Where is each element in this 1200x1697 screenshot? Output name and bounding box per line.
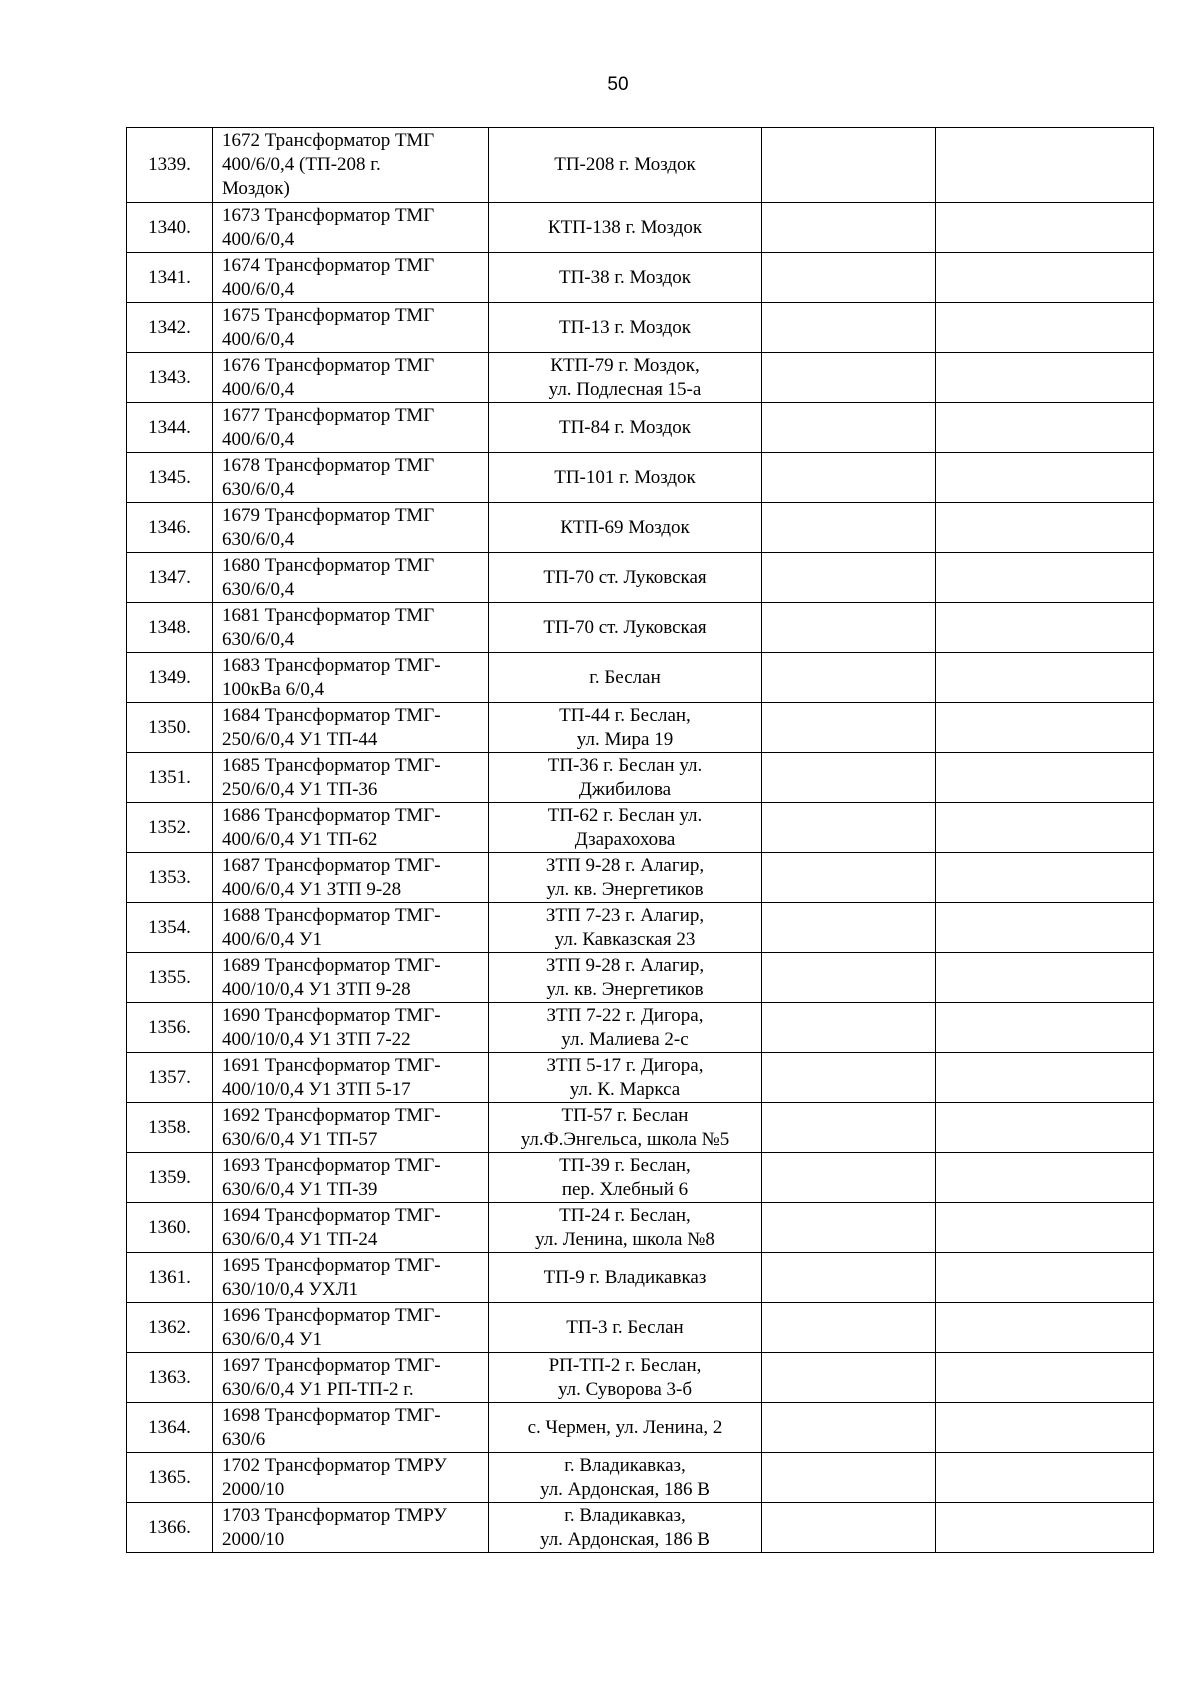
- row-number: 1345.: [127, 453, 213, 503]
- empty-cell: [936, 653, 1154, 703]
- equipment-name: 1678 Трансформатор ТМГ 630/6/0,4: [213, 453, 489, 503]
- row-number: 1343.: [127, 353, 213, 403]
- row-number: 1357.: [127, 1053, 213, 1103]
- equipment-location: ТП-44 г. Беслан, ул. Мира 19: [489, 703, 762, 753]
- equipment-location: ЗТП 7-22 г. Дигора, ул. Малиева 2-с: [489, 1003, 762, 1053]
- row-number: 1346.: [127, 503, 213, 553]
- empty-cell: [936, 1503, 1154, 1553]
- equipment-name: 1697 Трансформатор ТМГ- 630/6/0,4 У1 РП-ТП-2 г.: [213, 1353, 489, 1403]
- equipment-location: г. Беслан: [489, 653, 762, 703]
- empty-cell: [936, 1303, 1154, 1353]
- equipment-name: 1689 Трансформатор ТМГ- 400/10/0,4 У1 ЗТП 9-28: [213, 953, 489, 1003]
- equipment-name: 1679 Трансформатор ТМГ 630/6/0,4: [213, 503, 489, 553]
- empty-cell: [762, 653, 936, 703]
- table-row: [127, 453, 1154, 503]
- empty-cell: [936, 753, 1154, 803]
- equipment-table: [126, 127, 1154, 1553]
- table-row: [127, 1503, 1154, 1553]
- empty-cell: [936, 353, 1154, 403]
- row-number: 1366.: [127, 1503, 213, 1553]
- empty-cell: [936, 1453, 1154, 1503]
- empty-cell: [936, 1353, 1154, 1403]
- equipment-name: 1684 Трансформатор ТМГ- 250/6/0,4 У1 ТП-44: [213, 703, 489, 753]
- equipment-name: 1676 Трансформатор ТМГ 400/6/0,4: [213, 353, 489, 403]
- empty-cell: [762, 128, 936, 203]
- equipment-location: ТП-39 г. Беслан, пер. Хлебный 6: [489, 1153, 762, 1203]
- empty-cell: [936, 128, 1154, 203]
- table-row: [127, 753, 1154, 803]
- empty-cell: [762, 303, 936, 353]
- empty-cell: [936, 503, 1154, 553]
- table-row: [127, 1403, 1154, 1453]
- equipment-location: с. Чермен, ул. Ленина, 2: [489, 1403, 762, 1453]
- row-number: 1360.: [127, 1203, 213, 1253]
- equipment-location: г. Владикавказ, ул. Ардонская, 186 В: [489, 1453, 762, 1503]
- empty-cell: [936, 553, 1154, 603]
- row-number: 1354.: [127, 903, 213, 953]
- equipment-name: 1692 Трансформатор ТМГ- 630/6/0,4 У1 ТП-57: [213, 1103, 489, 1153]
- empty-cell: [762, 703, 936, 753]
- empty-cell: [762, 953, 936, 1003]
- equipment-name: 1673 Трансформатор ТМГ 400/6/0,4: [213, 203, 489, 253]
- row-number: 1365.: [127, 1453, 213, 1503]
- empty-cell: [762, 803, 936, 853]
- row-number: 1342.: [127, 303, 213, 353]
- table-row: [127, 803, 1154, 853]
- empty-cell: [936, 1203, 1154, 1253]
- equipment-name: 1680 Трансформатор ТМГ 630/6/0,4: [213, 553, 489, 603]
- equipment-name: 1694 Трансформатор ТМГ- 630/6/0,4 У1 ТП-24: [213, 1203, 489, 1253]
- empty-cell: [936, 1003, 1154, 1053]
- table-row: [127, 1253, 1154, 1303]
- row-number: 1358.: [127, 1103, 213, 1153]
- table-row: [127, 303, 1154, 353]
- row-number: 1362.: [127, 1303, 213, 1353]
- empty-cell: [762, 1453, 936, 1503]
- row-number: 1350.: [127, 703, 213, 753]
- row-number: 1355.: [127, 953, 213, 1003]
- empty-cell: [762, 1103, 936, 1153]
- equipment-name: 1698 Трансформатор ТМГ- 630/6: [213, 1403, 489, 1453]
- row-number: 1353.: [127, 853, 213, 903]
- equipment-location: КТП-69 Моздок: [489, 503, 762, 553]
- empty-cell: [762, 853, 936, 903]
- equipment-location: ТП-208 г. Моздок: [489, 128, 762, 203]
- equipment-location: ТП-36 г. Беслан ул. Джибилова: [489, 753, 762, 803]
- equipment-location: ЗТП 5-17 г. Дигора, ул. К. Маркса: [489, 1053, 762, 1103]
- empty-cell: [762, 553, 936, 603]
- equipment-name: 1702 Трансформатор ТМРУ 2000/10: [213, 1453, 489, 1503]
- equipment-location: ТП-57 г. Беслан ул.Ф.Энгельса, школа №5: [489, 1103, 762, 1153]
- equipment-name: 1695 Трансформатор ТМГ- 630/10/0,4 УХЛ1: [213, 1253, 489, 1303]
- table-row: [127, 503, 1154, 553]
- equipment-name: 1686 Трансформатор ТМГ- 400/6/0,4 У1 ТП-62: [213, 803, 489, 853]
- empty-cell: [762, 1253, 936, 1303]
- table-row: [127, 703, 1154, 753]
- table-row: [127, 1003, 1154, 1053]
- empty-cell: [936, 1153, 1154, 1203]
- empty-cell: [936, 203, 1154, 253]
- equipment-name: 1693 Трансформатор ТМГ- 630/6/0,4 У1 ТП-39: [213, 1153, 489, 1203]
- equipment-location: ТП-70 ст. Луковская: [489, 603, 762, 653]
- equipment-name: 1696 Трансформатор ТМГ- 630/6/0,4 У1: [213, 1303, 489, 1353]
- row-number: 1348.: [127, 603, 213, 653]
- row-number: 1351.: [127, 753, 213, 803]
- equipment-name: 1674 Трансформатор ТМГ 400/6/0,4: [213, 253, 489, 303]
- empty-cell: [936, 953, 1154, 1003]
- table-row: [127, 1053, 1154, 1103]
- table-row: [127, 203, 1154, 253]
- empty-cell: [936, 703, 1154, 753]
- table-row: [127, 903, 1154, 953]
- empty-cell: [936, 303, 1154, 353]
- equipment-location: ТП-70 ст. Луковская: [489, 553, 762, 603]
- empty-cell: [936, 1103, 1154, 1153]
- table-row: [127, 1453, 1154, 1503]
- row-number: 1340.: [127, 203, 213, 253]
- equipment-location: КТП-79 г. Моздок, ул. Подлесная 15-а: [489, 353, 762, 403]
- row-number: 1361.: [127, 1253, 213, 1303]
- empty-cell: [762, 1503, 936, 1553]
- table-row: [127, 853, 1154, 903]
- table-row: [127, 1153, 1154, 1203]
- table-row: [127, 1103, 1154, 1153]
- equipment-location: ЗТП 9-28 г. Алагир, ул. кв. Энергетиков: [489, 953, 762, 1003]
- equipment-name: 1691 Трансформатор ТМГ- 400/10/0,4 У1 ЗТП 5-17: [213, 1053, 489, 1103]
- row-number: 1352.: [127, 803, 213, 853]
- equipment-name: 1688 Трансформатор ТМГ- 400/6/0,4 У1: [213, 903, 489, 953]
- equipment-name: 1690 Трансформатор ТМГ- 400/10/0,4 У1 ЗТП 7-22: [213, 1003, 489, 1053]
- empty-cell: [936, 603, 1154, 653]
- row-number: 1359.: [127, 1153, 213, 1203]
- table-row: [127, 128, 1154, 203]
- table-body: [127, 128, 1154, 1553]
- table-row: [127, 603, 1154, 653]
- equipment-location: КТП-138 г. Моздок: [489, 203, 762, 253]
- empty-cell: [936, 453, 1154, 503]
- empty-cell: [762, 1003, 936, 1053]
- page-number: 50: [607, 74, 629, 95]
- table-row: [127, 253, 1154, 303]
- equipment-name: 1677 Трансформатор ТМГ 400/6/0,4: [213, 403, 489, 453]
- empty-cell: [762, 503, 936, 553]
- equipment-name: 1672 Трансформатор ТМГ 400/6/0,4 (ТП-208 г. Моздок): [213, 128, 489, 203]
- empty-cell: [762, 1403, 936, 1453]
- table-row: [127, 1303, 1154, 1353]
- equipment-name: 1685 Трансформатор ТМГ- 250/6/0,4 У1 ТП-36: [213, 753, 489, 803]
- table-row: [127, 953, 1154, 1003]
- equipment-name: 1681 Трансформатор ТМГ 630/6/0,4: [213, 603, 489, 653]
- equipment-location: ТП-13 г. Моздок: [489, 303, 762, 353]
- equipment-location: ЗТП 9-28 г. Алагир, ул. кв. Энергетиков: [489, 853, 762, 903]
- table-row: [127, 553, 1154, 603]
- equipment-name: 1687 Трансформатор ТМГ- 400/6/0,4 У1 ЗТП 9-28: [213, 853, 489, 903]
- empty-cell: [936, 903, 1154, 953]
- empty-cell: [762, 1153, 936, 1203]
- equipment-location: ТП-62 г. Беслан ул. Дзарахохова: [489, 803, 762, 853]
- equipment-name: 1675 Трансформатор ТМГ 400/6/0,4: [213, 303, 489, 353]
- empty-cell: [936, 1253, 1154, 1303]
- row-number: 1349.: [127, 653, 213, 703]
- row-number: 1356.: [127, 1003, 213, 1053]
- row-number: 1363.: [127, 1353, 213, 1403]
- empty-cell: [936, 403, 1154, 453]
- row-number: 1364.: [127, 1403, 213, 1453]
- table-row: [127, 403, 1154, 453]
- equipment-location: ТП-101 г. Моздок: [489, 453, 762, 503]
- table-row: [127, 1203, 1154, 1253]
- empty-cell: [936, 803, 1154, 853]
- row-number: 1347.: [127, 553, 213, 603]
- row-number: 1341.: [127, 253, 213, 303]
- empty-cell: [762, 1203, 936, 1253]
- equipment-location: г. Владикавказ, ул. Ардонская, 186 В: [489, 1503, 762, 1553]
- equipment-location: ТП-9 г. Владикавказ: [489, 1253, 762, 1303]
- table-row: [127, 353, 1154, 403]
- empty-cell: [762, 253, 936, 303]
- empty-cell: [936, 253, 1154, 303]
- row-number: 1344.: [127, 403, 213, 453]
- empty-cell: [762, 903, 936, 953]
- empty-cell: [762, 1053, 936, 1103]
- equipment-name: 1703 Трансформатор ТМРУ 2000/10: [213, 1503, 489, 1553]
- row-number: 1339.: [127, 128, 213, 203]
- equipment-location: ТП-24 г. Беслан, ул. Ленина, школа №8: [489, 1203, 762, 1253]
- equipment-name: 1683 Трансформатор ТМГ- 100кВа 6/0,4: [213, 653, 489, 703]
- equipment-location: ТП-84 г. Моздок: [489, 403, 762, 453]
- table-row: [127, 653, 1154, 703]
- equipment-location: РП-ТП-2 г. Беслан, ул. Суворова 3-б: [489, 1353, 762, 1403]
- empty-cell: [762, 753, 936, 803]
- empty-cell: [762, 403, 936, 453]
- equipment-location: ТП-3 г. Беслан: [489, 1303, 762, 1353]
- equipment-location: ЗТП 7-23 г. Алагир, ул. Кавказская 23: [489, 903, 762, 953]
- empty-cell: [762, 1303, 936, 1353]
- empty-cell: [762, 1353, 936, 1403]
- empty-cell: [762, 203, 936, 253]
- equipment-location: ТП-38 г. Моздок: [489, 253, 762, 303]
- empty-cell: [936, 853, 1154, 903]
- table-row: [127, 1353, 1154, 1403]
- empty-cell: [762, 603, 936, 653]
- empty-cell: [762, 453, 936, 503]
- empty-cell: [936, 1403, 1154, 1453]
- empty-cell: [936, 1053, 1154, 1103]
- empty-cell: [762, 353, 936, 403]
